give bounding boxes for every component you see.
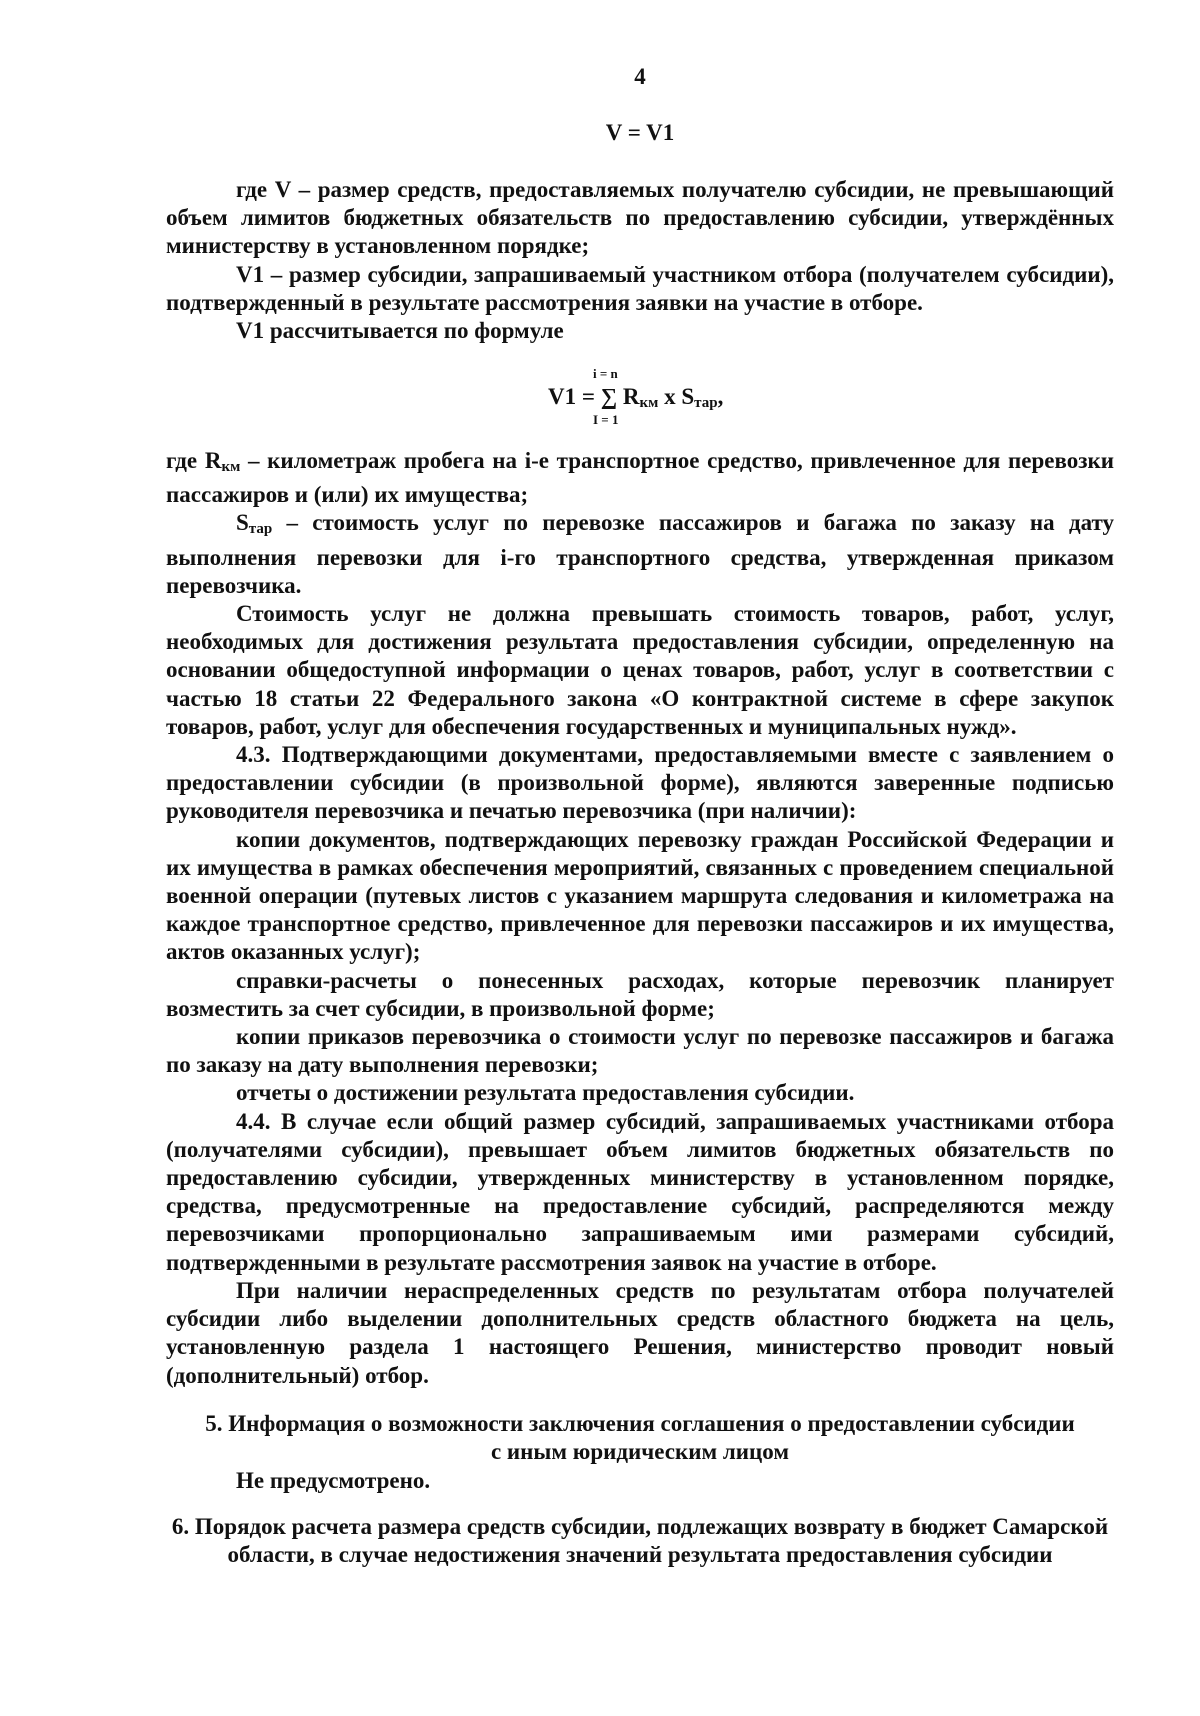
cost-paragraph: Стоимость услуг не должна превышать стоимость товаров, работ, услуг, необходимых для достижения результата предоставления субсидии, определенную на основании общедоступной информации о ценах товаров, работ, услуг в соответствии с частью 18 статьи 22 Федерального закона «О контрактной системе в сфере закупок товаров, работ, услуг для обеспечения государственных и муниципальных нужд». [166,601,1114,739]
main-text-block [166,447,1114,1390]
section-5-line2: с иным юридическим лицом [490,1439,790,1465]
sum-formula [548,384,723,412]
sum-upper-limit: i = n [593,366,618,381]
r-subscript: км [639,395,659,411]
v1-formula-intro: V1 рассчитывается по формуле [236,318,564,344]
rkm-definition: где $R_{км}$ – километраж пробега на i-е транспортное средство, привлеченное для перевозки пассажиров и (или) их имущества; [166,448,1114,508]
formula-trail: , [717,384,724,409]
section-5-body: Не предусмотрено. [236,1468,431,1493]
section-6-heading [166,1513,1114,1569]
sigma-icon: ∑ [600,384,618,409]
calc-paragraph: справки-расчеты о понесенных расходах, которые перевозчик планирует возместить за счет субсидии, в произвольной форме; [166,967,1114,1021]
copies-paragraph: копии документов, подтверждающих перевозку граждан Российской Федерации и их имущества в рамках обеспечения мероприятий, связанных с проведением специальной военной операции (путевых листов с указанием маршрута следования и километража на каждое транспортное средство, привлеченное для перевозки пассажиров и их имущества, актов оказанных услуг); [166,826,1114,965]
r-symbol: R [622,384,640,409]
section-5-line1: 5. Информация о возможности заключения соглашения о предоставлении субсидии [205,1411,1075,1436]
s-symbol: S [681,384,695,409]
times-symbol: x [658,384,682,409]
sum-lhs: V1 = [548,384,601,409]
orders-paragraph: копии приказов перевозчика о стоимости услуг по перевозке пассажиров и багажа по заказу на дату выполнения перевозки; [166,1024,1114,1078]
sum-lower-limit: I = 1 [593,412,619,427]
page-number: 4 [634,64,646,89]
paragraph-4-3: 4.3. Подтверждающими документами, предоставляемыми вместе с заявлением о предоставлении субсидии (в произвольной форме), являются заверенные подписью руководителя перевозчика и печатью перевозчика (при наличии): [166,742,1114,824]
reports-paragraph: отчеты о достижении результата предоставления субсидии. [236,1080,855,1106]
formula-v-equals-v1: V = V1 [605,120,675,145]
section-5-heading [166,1410,1114,1466]
paragraph-4-4: 4.4. В случае если общий размер субсидий, запрашиваемых участниками отбора (получателями субсидии), превышает объем лимитов бюджетных обязательств по предоставлению субсидии, утвержденных министерству в установленном порядке, средства, предусмотренные на предоставление субсидий, распределяются между перевозчиками пропорционально запрашиваемым ими размерами субсидий, подтвержденными в результате рассмотрения заявок на участие в отборе. [166,1108,1114,1275]
v1-definition: V1 – размер субсидии, запрашиваемый участником отбора (получателем субсидии), подтвержденный в результате рассмотрения заявки на участие в отборе. [166,261,1114,315]
section-6-line2: области, в случае недостижения значений результата предоставления субсидии [227,1542,1053,1568]
star-definition: $S_{тар}$ – стоимость услуг по перевозке пассажиров и багажа по заказу на дату выполнения перевозки для i-го транспортного средства, утвержденная приказом перевозчика. [166,510,1114,598]
s-subscript: тар [694,395,718,411]
section-6-line1: 6. Порядок расчета размера средств субсидии, подлежащих возврату в бюджет Самарской [171,1514,1109,1539]
v-definition: где V – размер средств, предоставляемых получателю субсидии, не превышающий объем лимитов бюджетных обязательств по предоставлению субсидии, утверждённых министерству в установленном порядке; [166,177,1114,259]
definitions-block [166,176,1114,345]
undistributed-paragraph: При наличии нераспределенных средств по результатам отбора получателей субсидии либо выделении дополнительных средств областного бюджета на цель, установленную раздела 1 настоящего Решения, министерство проводит новый (дополнительный) отбор. [166,1277,1114,1388]
